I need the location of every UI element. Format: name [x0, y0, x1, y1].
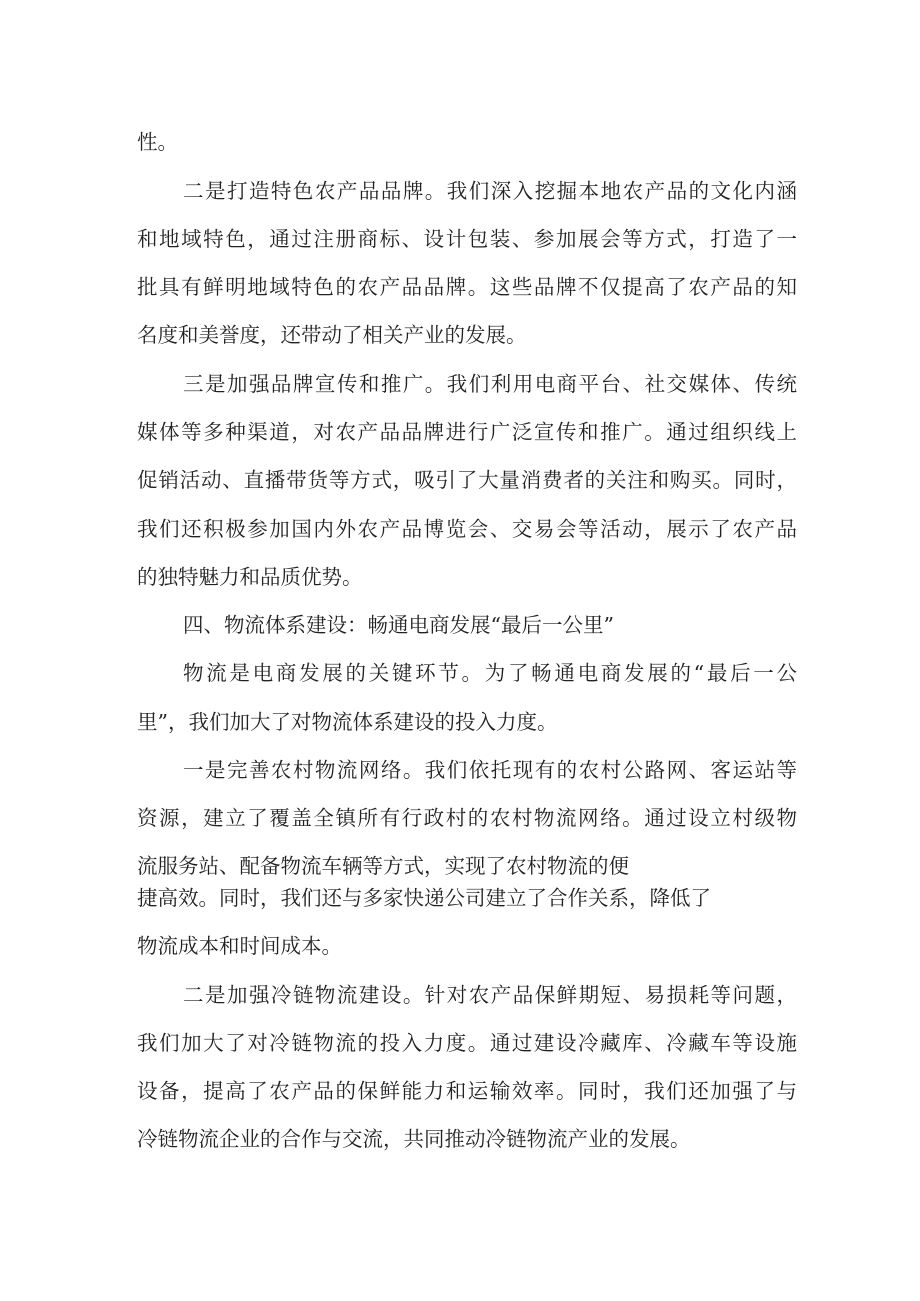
text-line: 资源，建立了覆盖全镇所有行政村的农村物流网络。通过设立村级物 [137, 806, 797, 830]
text-line: 我们还积极参加国内外农产品博览会、交易会等活动，展示了农产品 [137, 517, 797, 541]
text-line: 的独特魅力和品质优势。 [137, 565, 363, 589]
text-line: 里”，我们加大了对物流体系建设的投入力度。 [137, 710, 558, 734]
text-line: 名度和美誉度，还带动了相关产业的发展。 [137, 323, 527, 347]
text-line: 冷链物流企业的合作与交流，共同推动冷链物流产业的发展。 [137, 1127, 691, 1151]
text-line: 促销活动、直播带货等方式，吸引了大量消费者的关注和购买。同时， [137, 468, 797, 492]
text-line: 物流成本和时间成本。 [137, 934, 342, 958]
text-line: 性。 [137, 130, 178, 154]
paragraph-start-line: 二是打造特色农产品品牌。我们深入挖掘本地农产品的文化内涵 [183, 179, 797, 203]
text-line: 捷高效。同时，我们还与多家快递公司建立了合作关系，降低了 [137, 886, 711, 910]
text-line: 媒体等多种渠道，对农产品品牌进行广泛宣传和推广。通过组织线上 [137, 420, 797, 444]
text-line: 我们加大了对冷链物流的投入力度。通过建设冷藏库、冷藏车等设施 [137, 1031, 797, 1055]
paragraph-start-line: 二是加强冷链物流建设。针对农产品保鲜期短、易损耗等问题， [183, 983, 797, 1007]
text-line: 批具有鲜明地域特色的农产品品牌。这些品牌不仅提高了农产品的知 [137, 275, 797, 299]
paragraph-start-line: 一是完善农村物流网络。我们依托现有的农村公路网、客运站等 [183, 758, 797, 782]
text-line: 和地域特色，通过注册商标、设计包装、参加展会等方式，打造了一 [137, 227, 797, 251]
paragraph-start-line: 物流是电商发展的关键环节。为了畅通电商发展的“最后一公 [183, 661, 797, 685]
section-heading: 四、物流体系建设：畅通电商发展“最后一公里” [183, 613, 614, 637]
paragraph-start-line: 三是加强品牌宣传和推广。我们利用电商平台、社交媒体、传统 [183, 372, 797, 396]
text-line: 设备，提高了农产品的保鲜能力和运输效率。同时，我们还加强了与 [137, 1079, 797, 1103]
text-line: 流服务站、配备物流车辆等方式，实现了农村物流的便 [137, 854, 629, 878]
